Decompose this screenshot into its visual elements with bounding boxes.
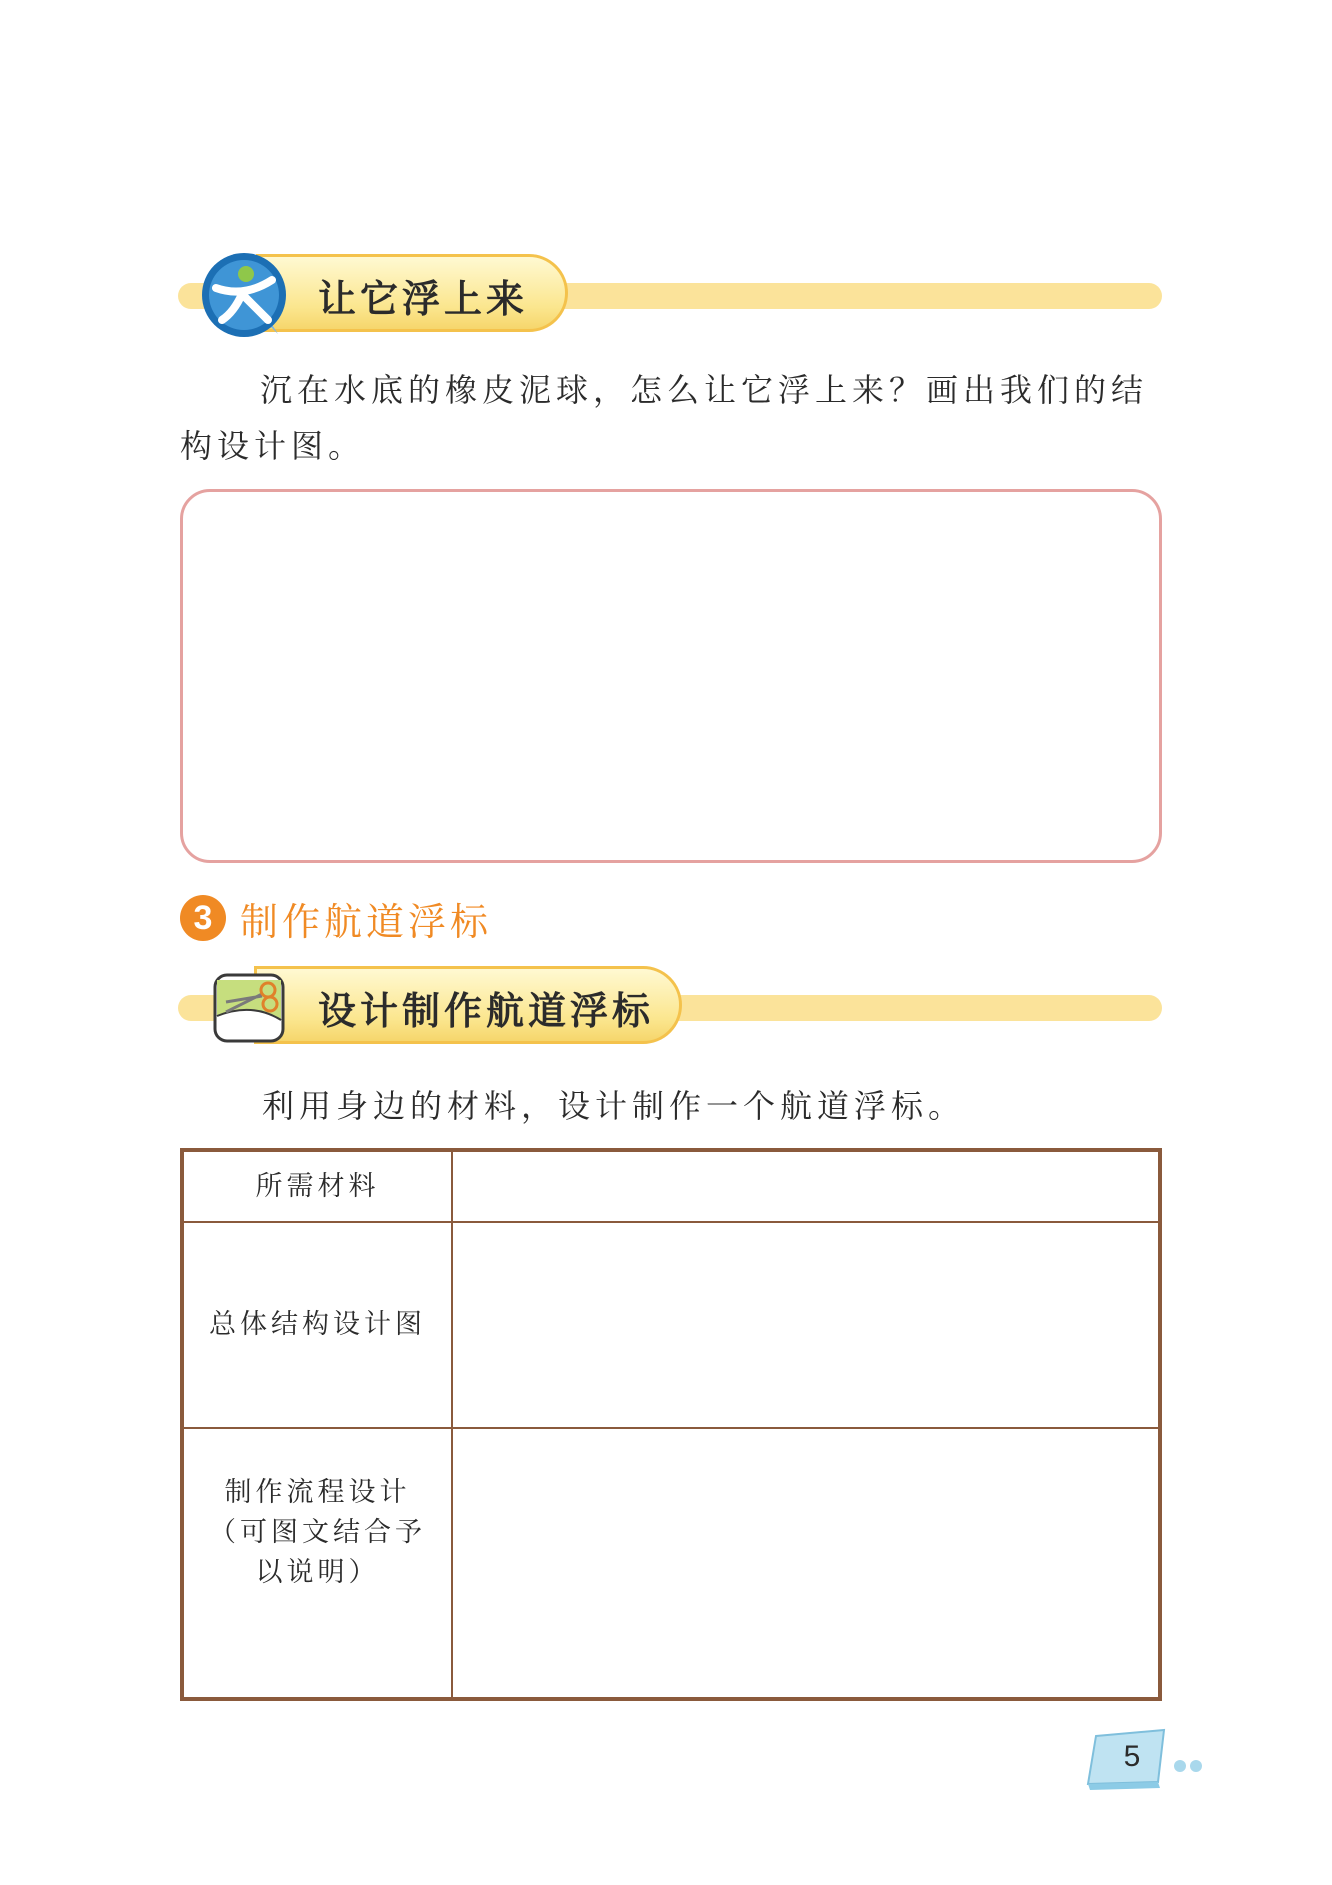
table-row — [182, 1222, 1160, 1428]
row-label-process: 制作流程设计（可图文结合予以说明） — [182, 1428, 452, 1699]
page-number-badge — [1082, 1726, 1212, 1792]
section-title: 让它浮上来 — [318, 276, 529, 321]
heading-text: 制作航道浮标 — [240, 899, 493, 944]
scissors-icon — [212, 972, 286, 1044]
section-title: 设计制作航道浮标 — [318, 988, 655, 1033]
page-number: 5 — [1123, 1740, 1141, 1773]
row-input-process[interactable] — [452, 1428, 1160, 1699]
table-row — [182, 1428, 1160, 1699]
section-banner-design-buoy — [178, 962, 1162, 1052]
row-label-structure: 总体结构设计图 — [182, 1222, 452, 1428]
instruction-paragraph: 沉在水底的橡皮泥球，怎么让它浮上来？画出我们的结构设计图。 — [180, 371, 1149, 465]
section-banner-let-it-float — [178, 250, 1162, 340]
design-form-table — [180, 1148, 1162, 1701]
table-row — [182, 1150, 1160, 1222]
drawing-area[interactable] — [180, 489, 1162, 863]
instruction-paragraph: 利用身边的材料，设计制作一个航道浮标。 — [262, 1087, 966, 1125]
row-input-structure[interactable] — [452, 1222, 1160, 1428]
explore-person-icon — [198, 250, 290, 340]
numbered-heading — [180, 890, 492, 946]
heading-number-badge: 3 — [180, 895, 226, 941]
row-label-materials: 所需材料 — [182, 1150, 452, 1222]
row-input-materials[interactable] — [452, 1150, 1160, 1222]
